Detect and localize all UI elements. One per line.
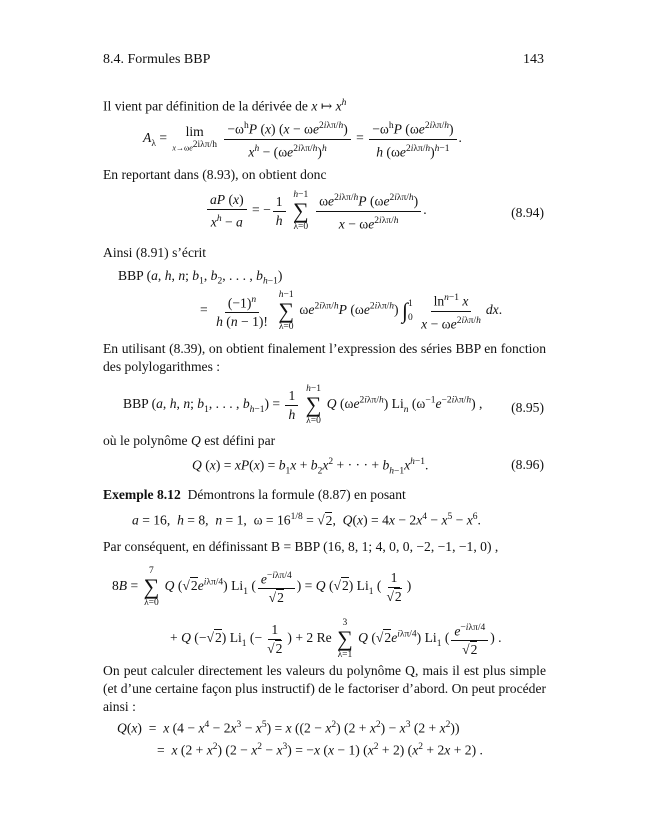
equation-number-8-95: (8.95): [511, 400, 544, 415]
equation-number-8-96: (8.96): [511, 457, 544, 472]
equation-q-factor-line-2: = x $(2 + x^2)$ $(2 - x^2 - x^3) = -x$ (x − 1) $(x^2 + 2) (x^2 + 2x + 2)$ .: [157, 742, 483, 758]
equation-a-lambda: $A_\lambda$ = lim $x\to\omega e^{2i\lambda\pi/h}$ $\frac{-\omega^hP (x) (x - \omega e^{2i\lambda\pi/h})}{x^h - (\omega e^{2i\lambda\pi/h})^h}$ = $\frac{-\omega^hP (\omega e^{2i\lambda\pi/h})}{h (\omega e^{2i\lambda\pi/h})^{h-1}}$ .: [143, 118, 462, 160]
equation-number-8-94: (8.94): [511, 205, 544, 220]
paragraph-derivative-intro: Il vient par définition de la dérivée de x ↦ $x^h$: [103, 98, 347, 114]
equation-8b-line-2: + Q (−√2) $Li_1$ (− $\frac{1}{√2}$ ) + 2 Re 3 ∑ λ=1 Q $(√2e^{i\lambda\pi/4})$ $Li_1$ ( $\frac{e^{-i\lambda\pi/4}}{√2}$ ) .: [170, 618, 502, 660]
equation-8-96: Q $(x) = xP(x) = b_1x + b_2x^2$ + · · · + $b_{h-1}x^{h-1}$.: [192, 457, 429, 477]
paragraph-q-defined: où le polynôme Q est défini par: [103, 433, 276, 448]
equation-example-parameters: a = 16, h = 8, n = 1, $\omega = 16^{1/8} = √2$, $Q(x) = 4x - 2x^4 - x^5 - x^6$.: [132, 512, 481, 528]
example-label: Exemple 8.12: [103, 487, 181, 502]
paragraph-polylog: En utilisant (8.39), on obtient finalement l’expression des séries BBP en fonction des polylogarithmes :: [103, 341, 546, 374]
paragraph-par-consequent: Par conséquent, en définissant B = BBP (16, 8, 1; 4, 0, 0, −2, −1, −1, 0) ,: [103, 539, 499, 554]
example-8-12: [103, 486, 546, 504]
equation-bbp-integral: = $\frac{(-1)^n}{h (n - 1)!}$ h−1 ∑ λ=0 $\omega e^{2i\lambda\pi/h}P$ $(\omega e^{2i\lambda\pi/h})$ ∫ 1 0 $\frac{\ln^{n-1} x}{x - \omega e^{2i\lambda\pi/h}}$ dx.: [200, 290, 503, 333]
equation-bbp-lhs: BBP (a, h, n; $b_1$, $b_2$, . . . , $b_{h-1}$): [118, 268, 283, 287]
equation-8-94: $\frac{aP (x)}{x^h - a}$ = − $\frac{1}{h}$ h−1 ∑ λ=0 $\frac{\omega e^{2i\lambda\pi/h}P (\omega e^{2i\lambda\pi/h})}{x - \omega e^{2i\lambda\pi/h}}$ .: [205, 190, 427, 232]
page-number: 143: [523, 52, 544, 67]
paragraph-factorisation: On peut calculer directement les valeurs du polynôme Q, mais il est plus simple (et d’une certaine façon plus instructif) de le factoriser d’abord. On peut procéder ainsi :: [103, 663, 546, 714]
equation-8b-line-1: 8B = 7 ∑ λ=0 Q $(√2e^{i\lambda\pi/4})$ $Li_1$ ( $\frac{e^{-i\lambda\pi/4}}{√2}$ ) = Q (√2) $Li_1$ ( $\frac{1}{√2}$ ): [112, 566, 412, 608]
running-header-section: 8.4. Formules BBP: [103, 52, 211, 67]
example-text: Démontrons la formule (8.87) en posant: [187, 487, 406, 502]
paragraph-reporting: En reportant dans (8.93), on obtient donc: [103, 167, 327, 182]
equation-q-factor-line-1: Q(x) = x $(4 - x^4 - 2x^3 - x^5) = x$ ($(2 - x^2)$ $(2 + x^2) - x^3$ $(2 + x^2)$): [117, 720, 460, 736]
equation-8-95: BBP (a, h, n; $b_1$, . . . , $b_{h-1}$) = $\frac{1}{h}$ h−1 ∑ λ=0 Q $(\omega e^{2i\lambda\pi/h})$ $Li_n$ $(\omega^{-1}e^{-2i\lambda\pi/h})$ ,: [123, 384, 483, 426]
paragraph-ainsi: Ainsi (8.91) s’écrit: [103, 245, 207, 260]
